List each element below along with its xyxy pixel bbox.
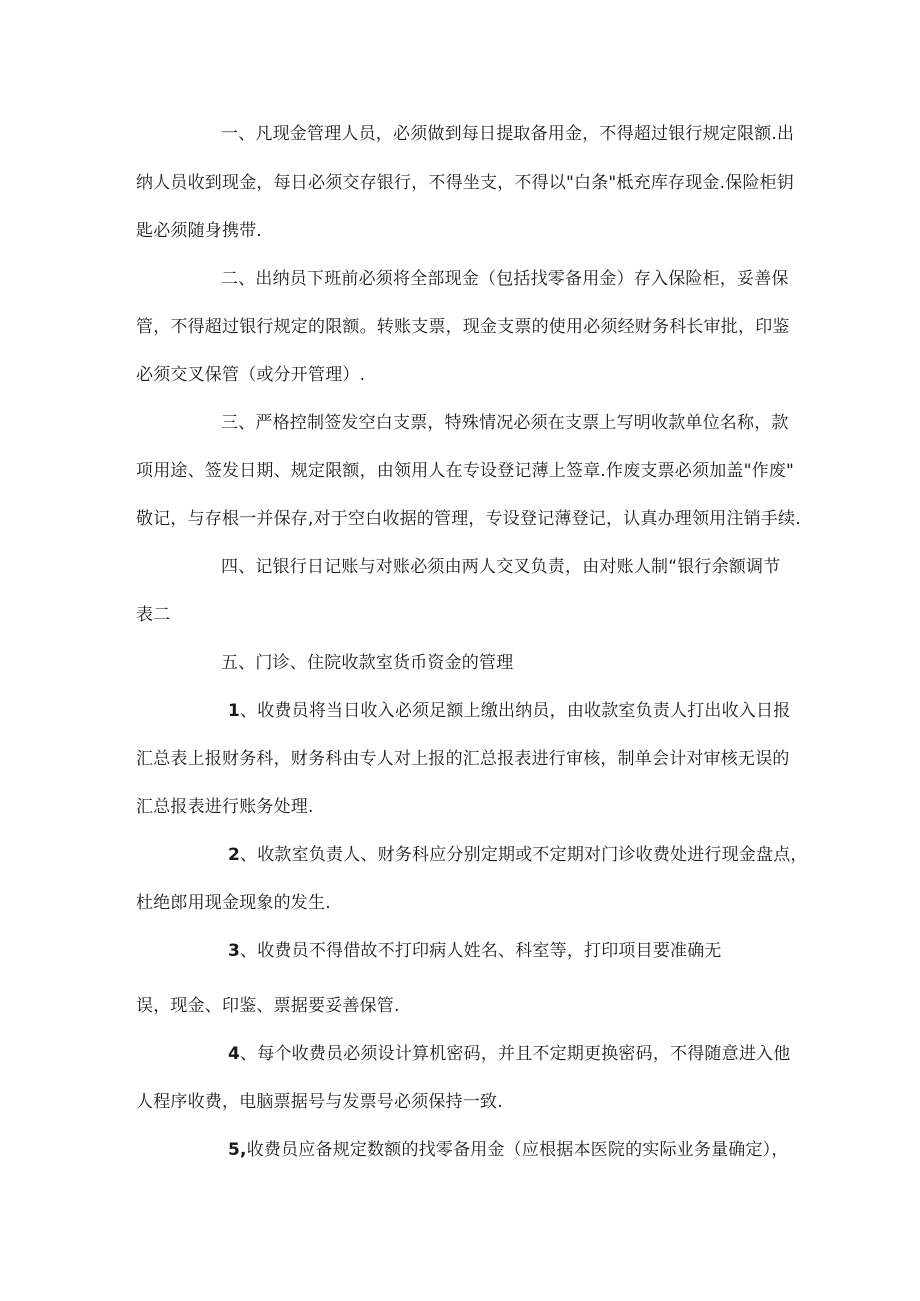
para-4-line-2: 表二	[136, 605, 171, 625]
item-2-number: 2	[228, 845, 241, 865]
item-4-line-2: 人程序收费，电脑票据号与发票号必须保持一致.	[136, 1092, 503, 1112]
item-3-number: 3	[228, 941, 241, 961]
item-3-line-1	[228, 940, 722, 962]
para-2-line-2: 管，不得超过银行规定的限额。转账支票，现金支票的使用必须经财务科长审批，印鉴	[136, 317, 790, 337]
item-2-line-2: 杜绝郎用现金现象的发生.	[136, 893, 331, 913]
item-4-number: 4	[228, 1044, 241, 1064]
para-4-line-1: 四、记银行日记账与对账必须由两人交叉负责，由对账人制“银行余额调节	[221, 557, 781, 577]
para-2-line-1: 二、出纳员下班前必须将全部现金（包括找零备用金）存入保险柜，妥善保	[221, 269, 789, 289]
item-5-number: 5,	[228, 1140, 247, 1160]
para-3-line-2: 项用途、签发日期、规定限额，由领用人在专设登记薄上签章.作废支票必须加盖"作废"	[136, 461, 795, 481]
item-2-line-1	[228, 844, 808, 866]
item-1-text: 、收费员将当日收入必须足额上缴出纳员，由收款室负责人打出收入日报	[240, 701, 791, 721]
para-1-line-1: 一、凡现金管理人员，必须做到每日提取备用金，不得超过银行规定限额.出	[221, 124, 795, 144]
para-3-line-3: 敬记，与存根一并保存,对于空白收据的管理，专设登记薄登记，认真办理领用注销手续.	[136, 509, 801, 529]
item-1-line-2: 汇总表上报财务科，财务科由专人对上报的汇总报表进行审核，制单会计对审核无误的	[136, 749, 790, 769]
item-5-text: 收费员应备规定数额的找零备用金（应根据本医院的实际业务量确定），	[246, 1140, 789, 1160]
item-4-text: 、每个收费员必须设计算机密码，并且不定期更换密码，不得随意进入他	[240, 1044, 791, 1064]
para-3-line-1: 三、严格控制签发空白支票，特殊情况必须在支票上写明收款单位名称，款	[221, 413, 789, 433]
item-3-line-2: 误，现金、印鉴、票据要妥善保管.	[136, 996, 400, 1016]
para-1-line-3: 匙必须随身携带.	[136, 221, 263, 241]
item-4-line-1	[228, 1043, 790, 1065]
item-1-number: 1	[228, 701, 241, 721]
item-5-line-1	[228, 1139, 789, 1161]
para-2-line-3: 必须交叉保管（或分开管理）.	[136, 365, 366, 385]
para-1-line-2: 纳人员收到现金，每日必须交存银行，不得坐支，不得以"白条"柢充库存现金.保险柜钥	[136, 173, 795, 193]
item-1-line-1	[228, 700, 790, 722]
item-1-line-3: 汇总报表进行账务处理.	[136, 797, 314, 817]
item-2-text: 、收款室负责人、财务科应分别定期或不定期对门诊收费处进行现金盘点，	[240, 845, 808, 865]
para-5-heading: 五、门诊、住院收款室货币资金的管理	[221, 653, 514, 673]
item-3-text: 、收费员不得借故不打印病人姓名、科室等，打印项目要准确无	[240, 941, 722, 961]
